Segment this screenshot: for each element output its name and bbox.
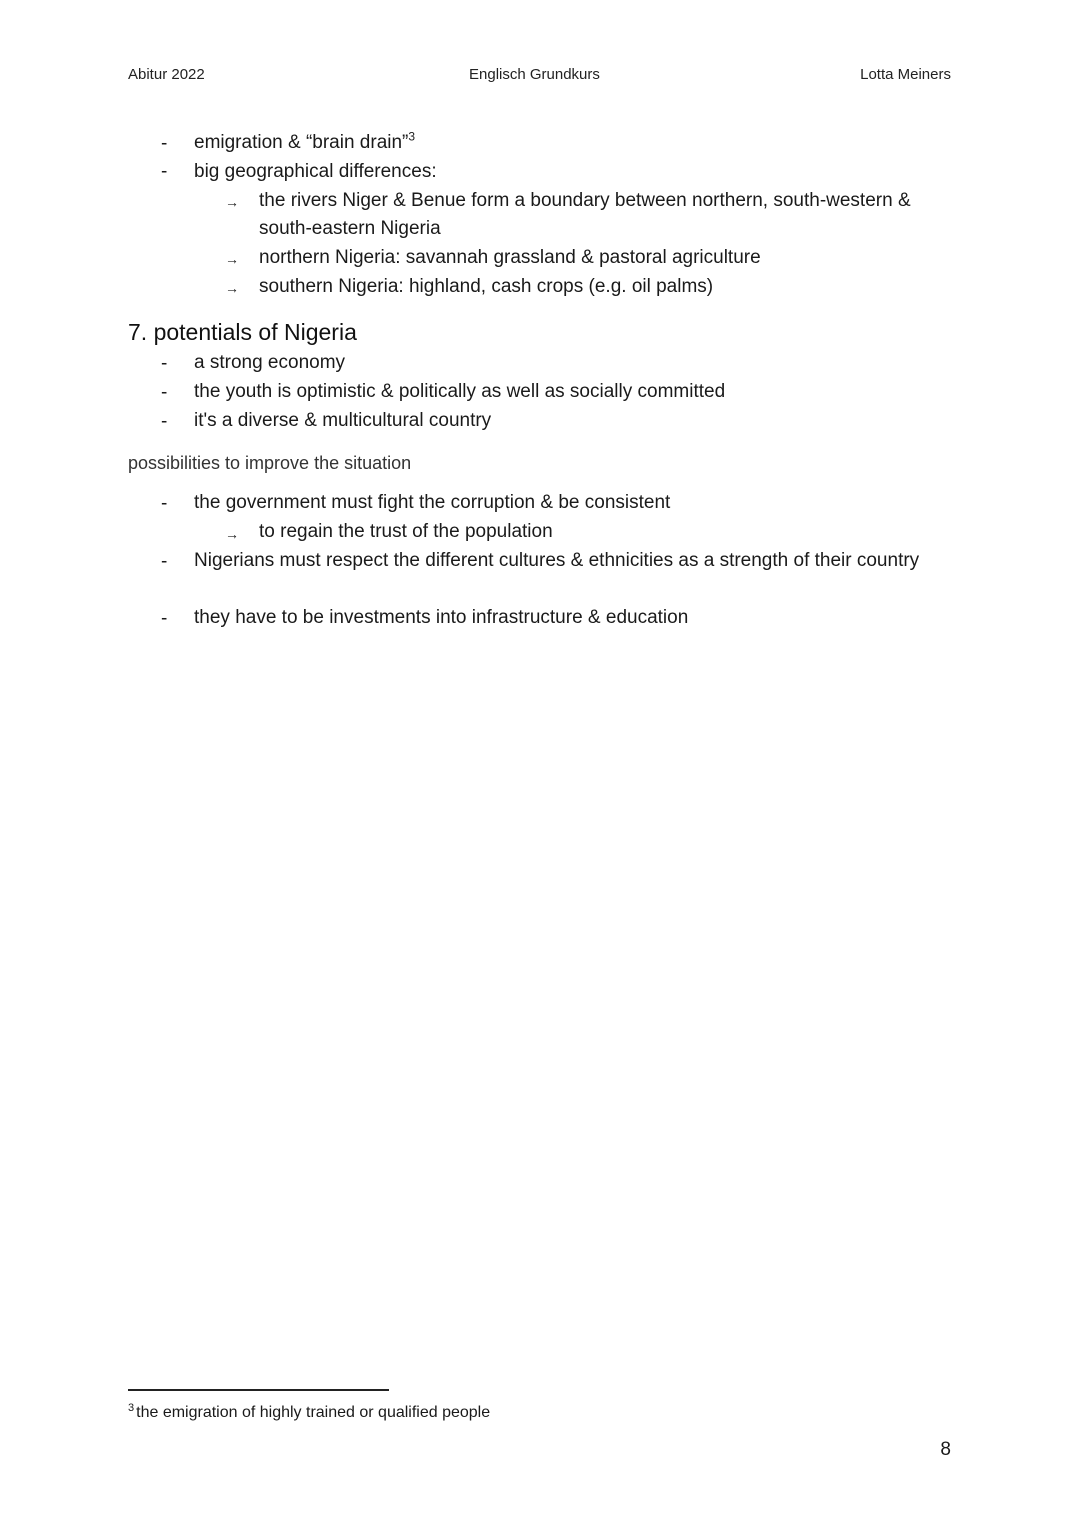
- list-item: a strong economy: [194, 352, 346, 373]
- right-arrow-icon: →: [225, 194, 239, 210]
- list-item-emigration: emigration & “brain drain”$^3$: [194, 129, 416, 153]
- header-course: Englisch Grundkurs: [469, 66, 600, 83]
- page-header: [128, 66, 951, 88]
- bullet-dash: -: [161, 551, 168, 572]
- header-exam: Abitur 2022: [128, 66, 205, 83]
- list-item-geography: big geographical differences:: [194, 161, 437, 182]
- list-item-cultures: Nigerians must respect the different cultures & ethnicities as a strength of their country: [194, 550, 920, 571]
- right-arrow-icon: →: [225, 526, 239, 542]
- right-arrow-icon: →: [225, 251, 239, 267]
- bullet-dash: -: [161, 133, 168, 154]
- footnote-text: the emigration of highly trained or qualified people: [136, 1404, 491, 1421]
- bullet-dash: -: [161, 608, 168, 629]
- section-heading: 7. potentials of Nigeria: [128, 319, 357, 345]
- page-number: 8: [940, 1439, 951, 1460]
- footnote: [128, 1402, 490, 1424]
- footnote-number: 3: [128, 1401, 135, 1414]
- bullet-dash: -: [161, 411, 168, 432]
- bullet-dash: -: [161, 493, 168, 514]
- bullet-dash: -: [161, 382, 168, 403]
- footnote-ref: 3: [408, 129, 416, 144]
- sub-item-trust: to regain the trust of the population: [259, 521, 553, 542]
- list-item-government: the government must fight the corruption & be consistent: [194, 492, 671, 513]
- list-item: the youth is optimistic & politically as well as socially committed: [194, 381, 726, 402]
- footnote-separator: [128, 1389, 389, 1391]
- list-item: it's a diverse & multicultural country: [194, 410, 492, 431]
- sub-item-rivers-line1: the rivers Niger & Benue form a boundary between northern, south-western &: [259, 190, 911, 211]
- sub-item-rivers-line2: south-eastern Nigeria: [259, 218, 441, 239]
- right-arrow-icon: →: [225, 280, 239, 296]
- subsection-heading: possibilities to improve the situation: [128, 453, 412, 473]
- header-author: Lotta Meiners: [860, 66, 951, 83]
- sub-item-southern: southern Nigeria: highland, cash crops (e.g. oil palms): [259, 276, 714, 297]
- bullet-dash: -: [161, 161, 168, 182]
- sub-item-northern: northern Nigeria: savannah grassland & pastoral agriculture: [259, 247, 761, 268]
- list-item-investments: they have to be investments into infrastructure & education: [194, 607, 689, 628]
- bullet-dash: -: [161, 353, 168, 374]
